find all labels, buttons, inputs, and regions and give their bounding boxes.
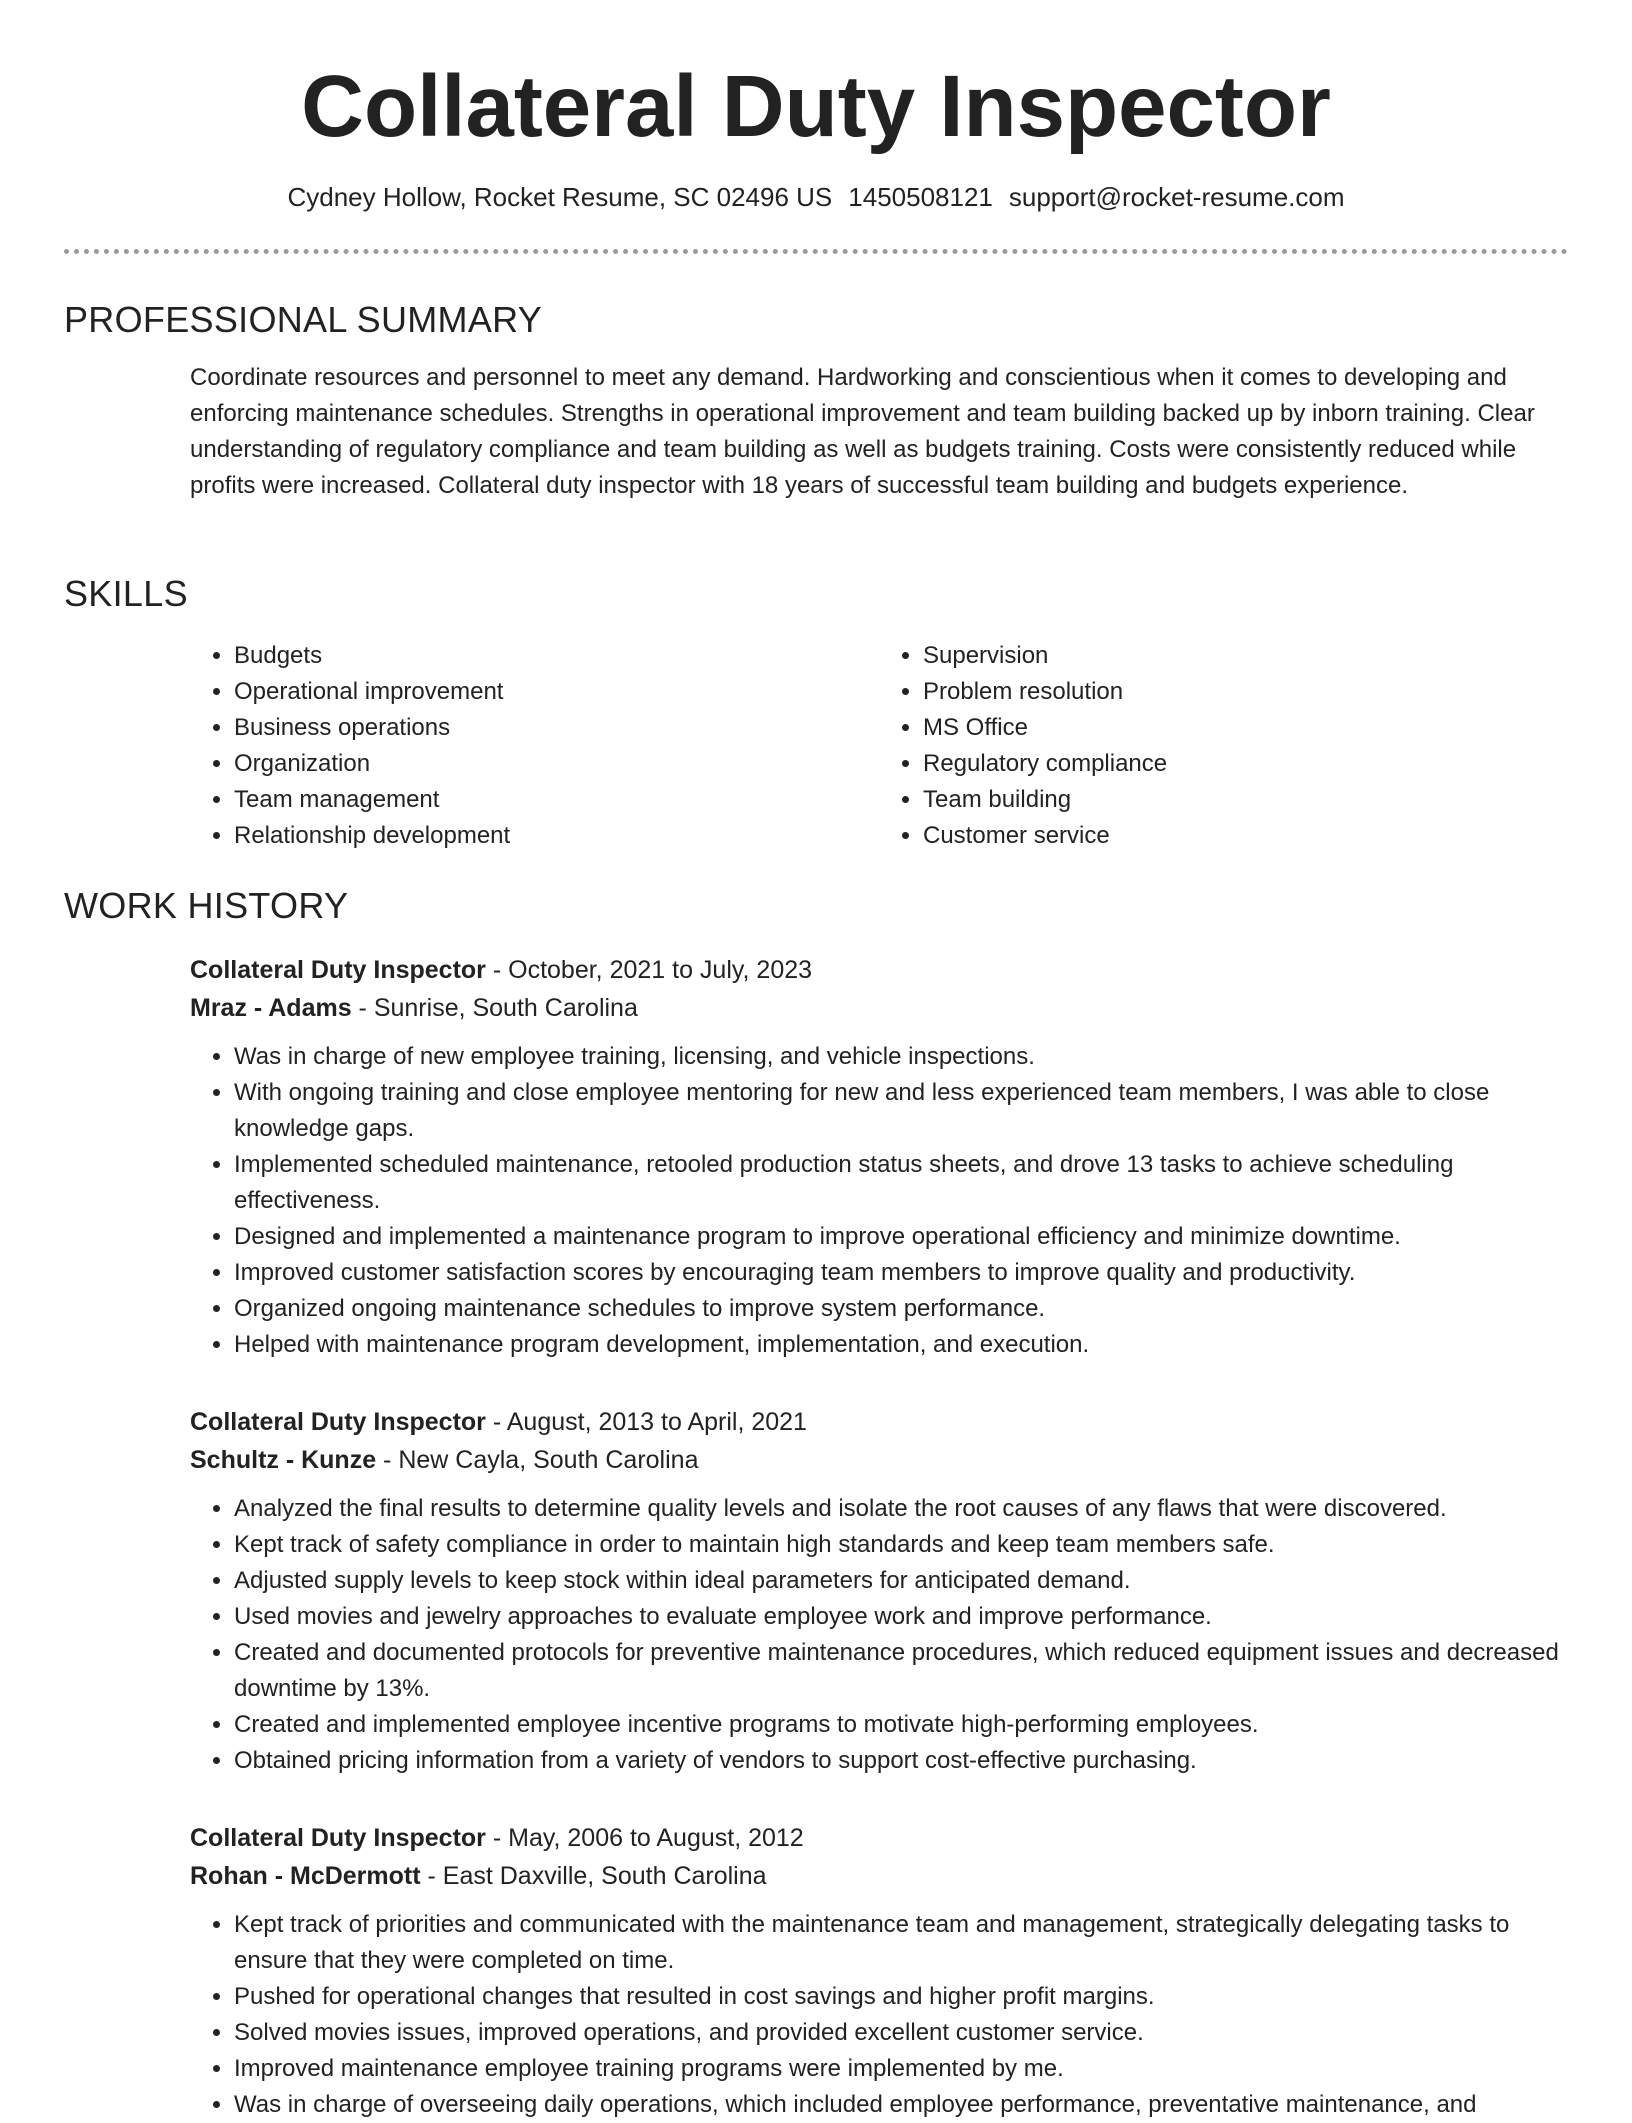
skills-list-right [879,638,1568,854]
job-bullet: • Helped with maintenance program development, implementation, and execution. [234,1327,1568,1363]
job-bullet: • Kept track of priorities and communicated with the maintenance team and management, strategically delegating tasks to ensure that they were completed on time. [234,1907,1568,1979]
job-bullet: • Created and implemented employee incentive programs to motivate high-performing employees. [234,1707,1568,1743]
job-role: Collateral Duty Inspector [190,1408,486,1436]
job-company-line [190,1857,1568,1895]
job-bullet: • Adjusted supply levels to keep stock within ideal parameters for anticipated demand. [234,1563,1568,1599]
job-title-line [190,1819,1568,1857]
job-bullet: • Was in charge of overseeing daily operations, which included employee performance, preventative maintenance, and [234,2087,1568,2123]
job-role: Collateral Duty Inspector [190,1824,486,1852]
job-company: Mraz - Adams [190,994,352,1022]
candidate-name: Collateral Duty Inspector [301,58,1331,155]
job-company: Schultz - Kunze [190,1446,377,1474]
skill-item: • Customer service [923,818,1568,854]
summary-section [64,296,1568,504]
skills-columns [190,638,1568,854]
job-location: - Sunrise, South Carolina [351,994,638,1022]
skill-item: • Business operations [234,710,879,746]
skill-item: • Team management [234,782,879,818]
job-role: Collateral Duty Inspector [190,956,486,984]
job-bullet: • Obtained pricing information from a variety of vendors to support cost-effective purchasing. [234,1743,1568,1779]
job-bullet: • With ongoing training and close employee mentoring for new and less experienced team members, I was able to close knowledge gaps. [234,1075,1568,1147]
job-title-line [190,1403,1568,1441]
job-company: Rohan - McDermott [190,1862,421,1890]
job-bullet: • Designed and implemented a maintenance program to improve operational efficiency and minimize downtime. [234,1219,1568,1255]
summary-text: Coordinate resources and personnel to meet any demand. Hardworking and conscientious when it comes to developing and enforcing maintenance schedules. Strengths in operational improvement and team building backed up by inborn training. Clear understanding of regulatory compliance and team building as well as budgets training. Costs were consistently reduced while profits were increased. Collateral duty inspector with 18 years of successful team building and budgets experience. [190,364,1535,499]
job-entry [64,1403,1568,1779]
skills-heading: SKILLS [64,573,188,614]
skill-item: • Organization [234,746,879,782]
job-bullets [190,1039,1568,1363]
job-bullet: • Kept track of safety compliance in order to maintain high standards and keep team members safe. [234,1527,1568,1563]
job-bullet: • Improved customer satisfaction scores by encouraging team members to improve quality and productivity. [234,1255,1568,1291]
skills-list-left [190,638,879,854]
job-location: - New Cayla, South Carolina [376,1446,699,1474]
skill-item: • Operational improvement [234,674,879,710]
job-entry [64,951,1568,1363]
work-history-section [64,882,1568,930]
job-company-line [190,989,1568,1027]
skill-item: • Supervision [923,638,1568,674]
skill-item: • Regulatory compliance [923,746,1568,782]
header-divider [64,249,1568,254]
job-bullet: • Was in charge of new employee training, licensing, and vehicle inspections. [234,1039,1568,1075]
job-bullet: • Organized ongoing maintenance schedules to improve system performance. [234,1291,1568,1327]
summary-heading: PROFESSIONAL SUMMARY [64,299,543,340]
contact-email: support@rocket-resume.com [1008,182,1345,212]
job-bullet: • Used movies and jewelry approaches to evaluate employee work and improve performance. [234,1599,1568,1635]
job-title-line [190,951,1568,989]
job-bullet: • Solved movies issues, improved operations, and provided excellent customer service. [234,2015,1568,2051]
work-history-heading: WORK HISTORY [64,885,349,926]
skill-item: • Budgets [234,638,879,674]
contact-info [0,179,1632,215]
job-dates: - October, 2021 to July, 2023 [485,956,813,984]
job-bullet: • Analyzed the final results to determine quality levels and isolate the root causes of any flaws that were discovered. [234,1491,1568,1527]
contact-address: Cydney Hollow, Rocket Resume, SC 02496 US [287,182,833,212]
job-company-line [190,1441,1568,1479]
skill-item: • MS Office [923,710,1568,746]
job-location: - East Daxville, South Carolina [420,1862,767,1890]
job-dates: - August, 2013 to April, 2021 [485,1408,807,1436]
job-dates: - May, 2006 to August, 2012 [485,1824,804,1852]
skills-section [64,570,1568,854]
skill-item: • Problem resolution [923,674,1568,710]
job-bullet: • Implemented scheduled maintenance, retooled production status sheets, and drove 13 tasks to achieve scheduling effectiveness. [234,1147,1568,1219]
job-entry [64,1819,1568,2123]
job-bullets [190,1907,1568,2123]
contact-phone: 1450508121 [848,182,993,212]
skill-item: • Team building [923,782,1568,818]
skill-item: • Relationship development [234,818,879,854]
job-bullet: • Improved maintenance employee training programs were implemented by me. [234,2051,1568,2087]
job-bullet: • Created and documented protocols for preventive maintenance procedures, which reduced equipment issues and decreased downtime by 13%. [234,1635,1568,1707]
job-bullet: • Pushed for operational changes that resulted in cost savings and higher profit margins. [234,1979,1568,2015]
job-bullets [190,1491,1568,1779]
